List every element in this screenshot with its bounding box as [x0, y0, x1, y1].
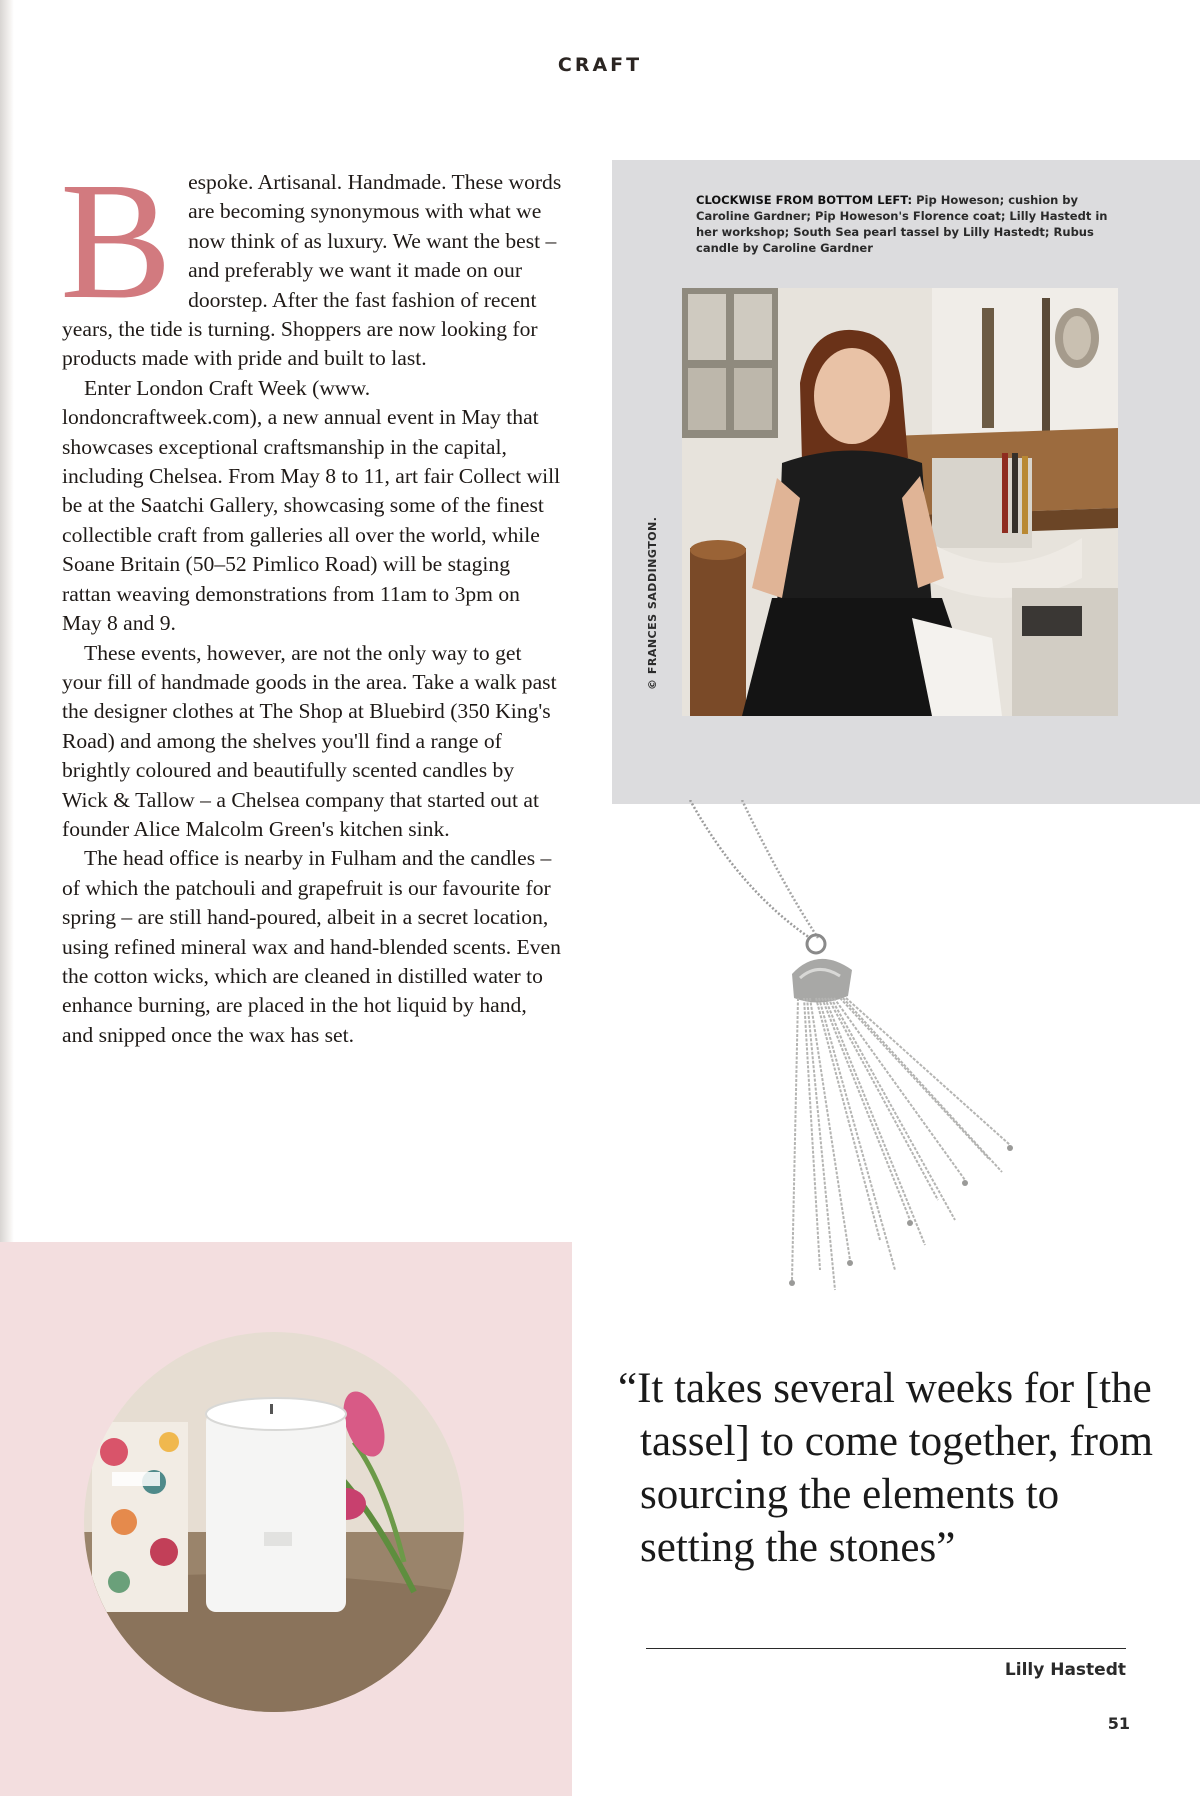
quote-divider — [646, 1648, 1126, 1649]
pull-quote — [618, 1362, 1158, 1574]
candle-photo — [84, 1332, 464, 1712]
paragraph-text: espoke. Artisanal. Handmade. These words are becoming synonymous with what we now think of as luxury. We want the best – and preferably we want it made on our doorstep. After the fast fashion of recent years, the tide is turning. Shoppers are now looking for products made with pride and built to last. — [62, 170, 562, 371]
page-number: 51 — [1107, 1714, 1130, 1733]
workshop-photo — [682, 288, 1118, 716]
photo-panel — [612, 160, 1200, 804]
caption-heading: CLOCKWISE FROM BOTTOM LEFT: — [696, 193, 913, 207]
section-label: CRAFT — [557, 54, 643, 76]
drop-cap: B — [60, 148, 173, 334]
article-body — [60, 148, 562, 1050]
pull-quote-text: “It takes several weeks for [the tassel] to come together, from sourcing the elements to setting the stones” — [618, 1365, 1153, 1571]
article-paragraph-1 — [60, 148, 562, 374]
article-paragraph-3: These events, however, are not the only way to get your fill of handmade goods in the area. Take a walk past the designer clothes at The Shop at Bluebird (350 King's Road) and among the shelves you'll find a range of brightly coloured and beautifully scented candles by Wick & Tallow – a Chelsea company that started out at founder Alice Malcolm Green's kitchen sink. — [62, 640, 557, 841]
candle-panel — [0, 1242, 572, 1796]
photo-credit: © FRANCES SADDINGTON. — [646, 516, 659, 690]
pearl-tassel-necklace — [680, 800, 1140, 1340]
article-paragraph-2: Enter London Craft Week (www. londoncraftweek.com), a new annual event in May that showcases exceptional craftsmanship in the capital, including Chelsea. From May 8 to 11, art fair Collect will be at the Saatchi Gallery, showcasing some of the finest collectible craft from galleries all over the world, while Soane Britain (50–52 Pimlico Road) will be staging rattan weaving demonstrations from 11am to 3pm on May 8 and 9. — [62, 375, 561, 636]
photo-caption — [696, 192, 1116, 256]
article-paragraph-4: The head office is nearby in Fulham and the candles – of which the patchouli and grapefruit is our favourite for spring – are still hand-poured, albeit in a secret location, using refined mineral wax and hand-blended scents. Even the cotton wicks, which are cleaned in distilled water to enhance burning, are placed in the hot liquid by hand, and snipped once the wax has set. — [62, 846, 561, 1047]
quote-attribution: Lilly Hastedt — [1004, 1660, 1126, 1680]
caption-text: Pip Howeson; cushion by Caroline Gardner; Pip Howeson's Florence coat; Lilly Hastedt in her workshop; South Sea pearl tassel by Lilly Hastedt; Rubus candle by Caroline Gardner — [696, 193, 1108, 255]
